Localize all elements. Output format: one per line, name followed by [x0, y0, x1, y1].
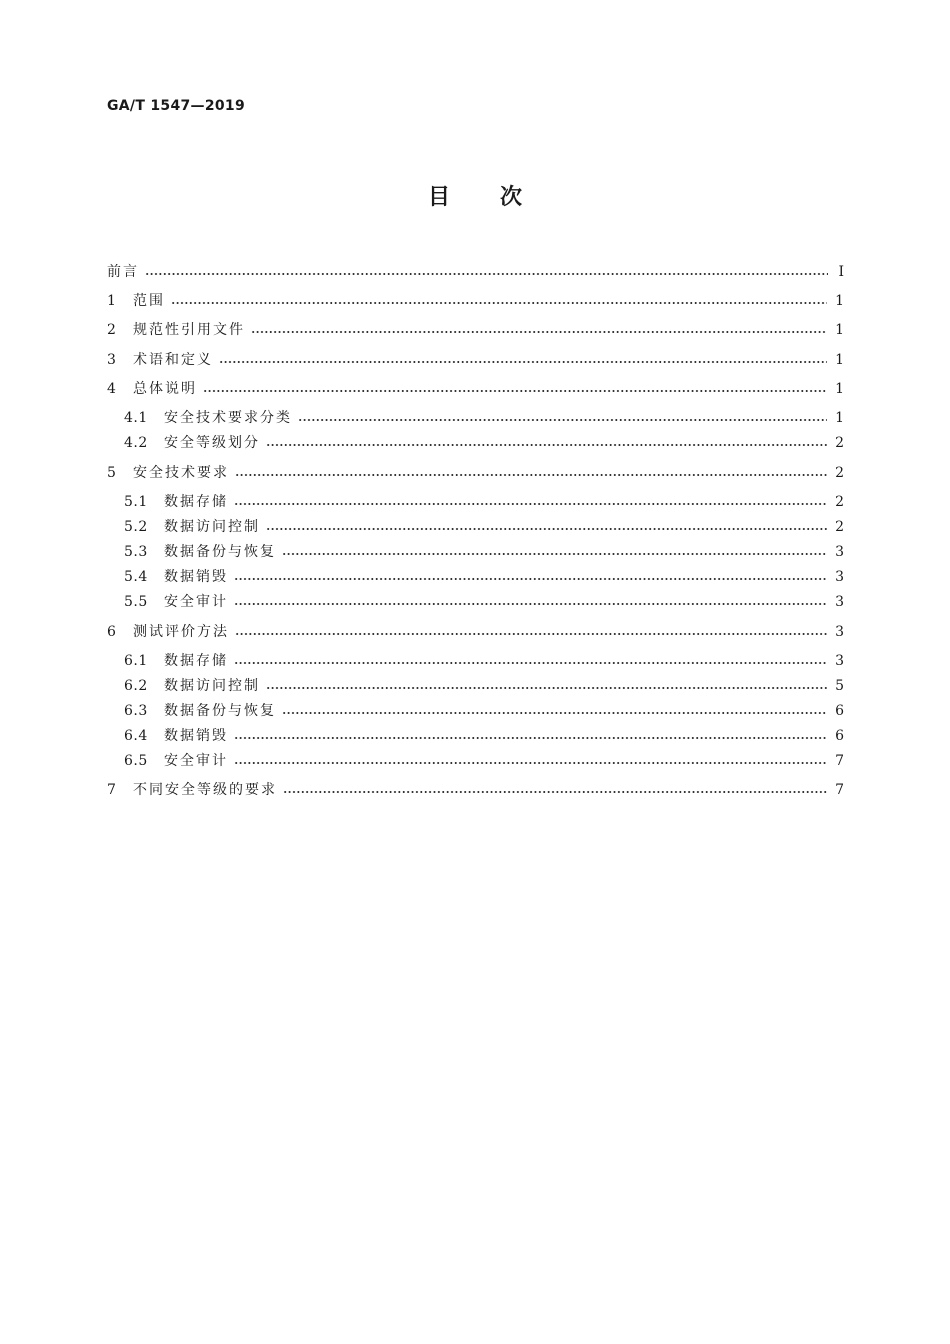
toc-entry-number: 4 — [107, 381, 117, 397]
toc-entry[interactable] — [107, 291, 844, 311]
toc-entry-label: 数据存储 — [164, 653, 228, 669]
toc-entry-label: 数据访问控制 — [164, 519, 260, 535]
toc-entry-page: 2 — [835, 465, 844, 481]
toc-entry[interactable] — [107, 780, 844, 800]
toc-title-char-1: 目 — [427, 185, 450, 210]
toc-dot-leader — [266, 528, 827, 530]
toc-entry-page: 1 — [835, 410, 844, 426]
toc-dot-leader — [266, 687, 827, 689]
toc-entry-label: 前言 — [107, 264, 139, 280]
toc-entry-label: 数据备份与恢复 — [164, 544, 276, 560]
toc-dot-leader — [234, 662, 827, 664]
toc-entry-number: 7 — [107, 782, 117, 798]
toc-entry-label: 数据销毁 — [164, 728, 228, 744]
toc-dot-leader — [234, 603, 827, 605]
toc-entry-number: 2 — [107, 322, 117, 338]
toc-dot-leader — [283, 791, 827, 793]
toc-dot-leader — [171, 302, 827, 304]
toc-entry-label: 术语和定义 — [133, 352, 213, 368]
toc-entry-number: 6.1 — [124, 653, 148, 669]
toc-title — [0, 180, 950, 211]
toc-dot-leader — [219, 361, 827, 363]
toc-entry-number: 5 — [107, 465, 117, 481]
toc-dot-leader — [282, 712, 827, 714]
toc-dot-leader — [234, 762, 827, 764]
toc-dot-leader — [203, 390, 827, 392]
toc-entry-page: 5 — [835, 678, 844, 694]
toc-entry-label: 测试评价方法 — [133, 624, 229, 640]
toc-entry-page: 1 — [835, 352, 844, 368]
toc-entry-label: 数据存储 — [164, 494, 228, 510]
toc-entry-page: 7 — [835, 753, 844, 769]
toc-entry-label: 安全技术要求 — [133, 465, 229, 481]
toc-entry-label: 安全审计 — [164, 753, 228, 769]
toc-entry-label: 安全审计 — [164, 594, 228, 610]
toc-entry[interactable] — [107, 433, 844, 453]
toc-entry[interactable] — [107, 408, 844, 428]
toc-dot-leader — [234, 737, 827, 739]
toc-entry[interactable] — [107, 320, 844, 340]
toc-entry-page: 3 — [835, 594, 844, 610]
toc-entry-label: 数据访问控制 — [164, 678, 260, 694]
toc-entry-page: 3 — [835, 624, 844, 640]
toc-entry-number: 6.3 — [124, 703, 148, 719]
toc-entry-page: 3 — [835, 569, 844, 585]
toc-entry-number: 5.4 — [124, 569, 148, 585]
toc-entry[interactable] — [107, 517, 844, 537]
toc-dot-leader — [145, 273, 828, 275]
toc-entry[interactable] — [107, 379, 844, 399]
toc-entry-page: 1 — [835, 381, 844, 397]
toc-entry-label: 范围 — [133, 293, 165, 309]
toc-entry-page: 6 — [835, 703, 844, 719]
toc-entry[interactable] — [107, 651, 844, 671]
toc-entry[interactable] — [107, 350, 844, 370]
toc-entry[interactable] — [107, 492, 844, 512]
toc-entry-page: 2 — [835, 519, 844, 535]
toc-dot-leader — [266, 444, 827, 446]
toc-dot-leader — [235, 474, 827, 476]
toc-entry-label: 安全等级划分 — [164, 435, 260, 451]
toc-entry-number: 5.1 — [124, 494, 148, 510]
toc-entry-number: 5.5 — [124, 594, 148, 610]
toc-entry-page: 7 — [835, 782, 844, 798]
toc-entry-page: 2 — [835, 494, 844, 510]
toc-dot-leader — [235, 633, 827, 635]
toc-dot-leader — [234, 503, 827, 505]
toc-entry-page: 3 — [835, 544, 844, 560]
toc-entry-number: 5.3 — [124, 544, 148, 560]
toc-entry[interactable] — [107, 701, 844, 721]
toc-entry-number: 1 — [107, 293, 117, 309]
toc-entry[interactable] — [107, 676, 844, 696]
toc-dot-leader — [234, 578, 827, 580]
toc-entry-page: 2 — [835, 435, 844, 451]
toc-entry[interactable] — [107, 542, 844, 562]
toc-entry-page: Ⅰ — [838, 264, 844, 280]
toc-dot-leader — [298, 419, 827, 421]
toc-entry-number: 4.2 — [124, 435, 148, 451]
toc-entry-number: 3 — [107, 352, 117, 368]
toc-entry-number: 5.2 — [124, 519, 148, 535]
toc-entry-label: 数据销毁 — [164, 569, 228, 585]
toc-entry[interactable] — [107, 726, 844, 746]
toc-entry-number: 6 — [107, 624, 117, 640]
toc-entry[interactable] — [107, 592, 844, 612]
toc-entry[interactable] — [107, 567, 844, 587]
toc-entry-page: 1 — [835, 322, 844, 338]
toc-dot-leader — [251, 331, 827, 333]
toc-entry[interactable] — [107, 622, 844, 642]
toc-entry-number: 4.1 — [124, 410, 148, 426]
toc-entry-page: 1 — [835, 293, 844, 309]
toc-entry-label: 数据备份与恢复 — [164, 703, 276, 719]
toc-entry-page: 6 — [835, 728, 844, 744]
toc-entry[interactable] — [107, 262, 844, 282]
toc-dot-leader — [282, 553, 827, 555]
toc-entry-label: 规范性引用文件 — [133, 322, 245, 338]
toc-entry-page: 3 — [835, 653, 844, 669]
toc-entry-number: 6.2 — [124, 678, 148, 694]
toc-entry[interactable] — [107, 463, 844, 483]
toc-entry-number: 6.5 — [124, 753, 148, 769]
toc-entry-label: 安全技术要求分类 — [164, 410, 292, 426]
toc-entry[interactable] — [107, 751, 844, 771]
toc-entry-label: 不同安全等级的要求 — [133, 782, 277, 798]
toc-title-char-2: 次 — [500, 185, 523, 210]
toc-entry-label: 总体说明 — [133, 381, 197, 397]
document-code: GA/T 1547—2019 — [107, 98, 245, 114]
toc-entry-number: 6.4 — [124, 728, 148, 744]
